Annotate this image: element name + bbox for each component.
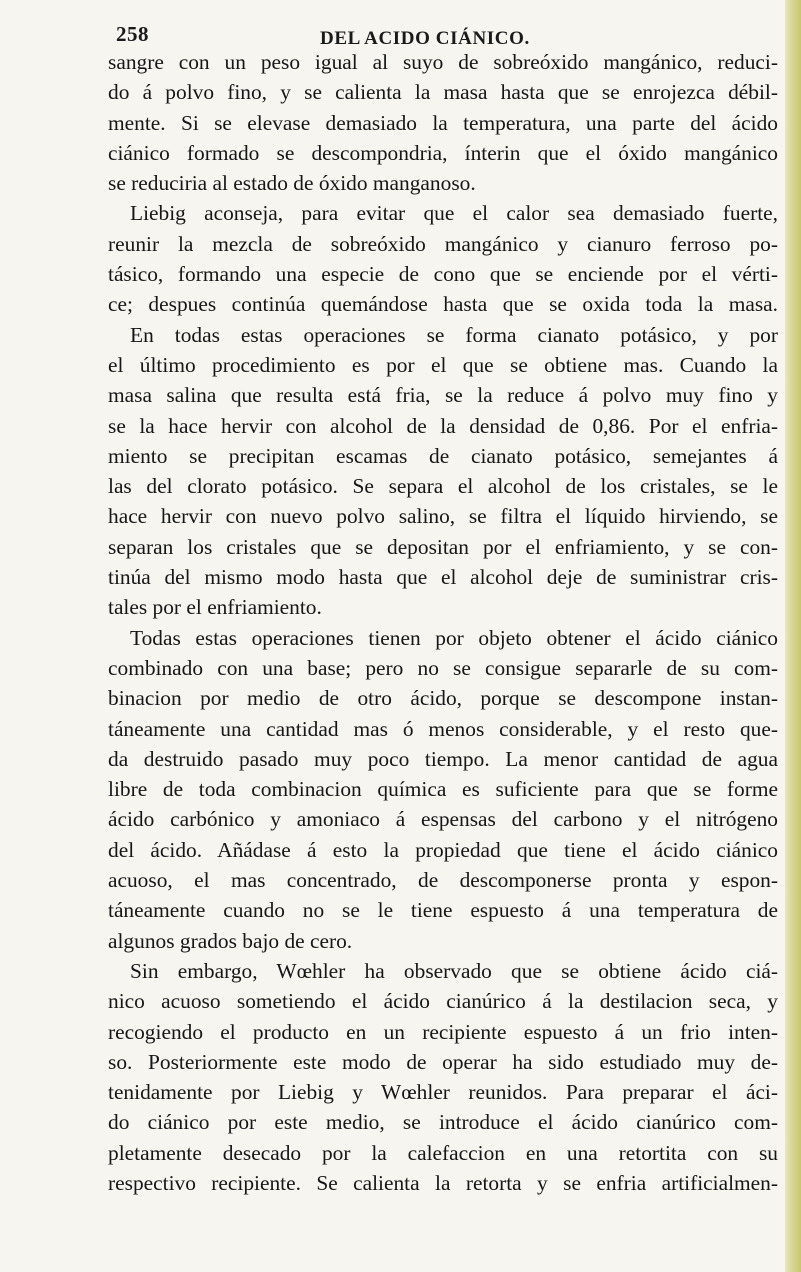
text-line: tásico, formando una especie de cono que se enciende por el vérti- xyxy=(108,262,778,287)
text-line: tenidamente por Liebig y Wœhler reunidos. Para preparar el áci- xyxy=(108,1080,778,1105)
text-line: libre de toda combinacion química es suficiente para que se forme xyxy=(108,777,778,802)
page-number: 258 xyxy=(116,22,149,46)
text-line: tinúa del mismo modo hasta que el alcohol deje de suministrar cris- xyxy=(108,565,778,590)
text-line: masa salina que resulta está fria, se la reduce á polvo muy fino y xyxy=(108,383,778,408)
text-line: En todas estas operaciones se forma cianato potásico, y por xyxy=(130,322,778,347)
text-line: ciánico formado se descompondria, ínterin que el óxido mangánico xyxy=(108,140,778,165)
text-line: táneamente una cantidad mas ó menos considerable, y el resto que- xyxy=(108,716,778,741)
text-line: táneamente cuando no se le tiene espuesto á una temperatura de xyxy=(108,898,778,923)
text-line: se la hace hervir con alcohol de la densidad de 0,86. Por el enfria- xyxy=(108,413,778,438)
running-title: DEL ACIDO CIÁNICO. xyxy=(320,28,530,49)
text-line: algunos grados bajo de cero. xyxy=(108,928,353,953)
text-line: ácido carbónico y amoniaco á espensas del carbono y el nitrógeno xyxy=(108,807,778,832)
text-line: sangre con un peso igual al suyo de sobreóxido mangánico, reduci- xyxy=(108,50,778,74)
text-line: separan los cristales que se depositan por el enfriamiento, y se con- xyxy=(108,534,778,559)
text-line: se reduciria al estado de óxido manganoso. xyxy=(108,171,476,196)
text-line: respectivo recipiente. Se calienta la retorta y se enfria artificialmen- xyxy=(108,1170,778,1195)
text-line: recogiendo el producto en un recipiente espuesto á un frio inten- xyxy=(108,1019,778,1044)
text-line: combinado con una base; pero no se consigue separarle de su com- xyxy=(108,655,778,680)
text-line: las del clorato potásico. Se separa el alcohol de los cristales, se le xyxy=(108,474,778,499)
text-line: ce; despues continúa quemándose hasta que se oxida toda la masa. xyxy=(108,292,778,317)
text-line: Liebig aconseja, para evitar que el calor sea demasiado fuerte, xyxy=(130,201,778,226)
text-line: del ácido. Añádase á esto la propiedad que tiene el ácido ciánico xyxy=(108,837,778,862)
text-line: mente. Si se elevase demasiado la temperatura, una parte del ácido xyxy=(108,110,778,135)
text-line: reunir la mezcla de sobreóxido mangánico y cianuro ferroso po- xyxy=(108,231,778,256)
text-line: Todas estas operaciones tienen por objeto obtener el ácido ciánico xyxy=(130,625,778,650)
text-line: el último procedimiento es por el que se obtiene mas. Cuando la xyxy=(108,352,778,377)
text-line: da destruido pasado muy poco tiempo. La menor cantidad de agua xyxy=(108,746,778,771)
text-line: nico acuoso sometiendo el ácido cianúrico á la destilacion seca, y xyxy=(108,989,778,1014)
text-line: acuoso, el mas concentrado, de descomponerse pronta y espon- xyxy=(108,868,778,893)
text-line: miento se precipitan escamas de cianato potásico, semejantes á xyxy=(108,443,778,468)
text-line: do á polvo fino, y se calienta la masa hasta que se enrojezca débil- xyxy=(108,80,778,105)
text-line: tales por el enfriamiento. xyxy=(108,595,322,620)
text-line: pletamente desecado por la calefaccion en una retortita con su xyxy=(108,1140,778,1165)
text-line: so. Posteriormente este modo de operar ha sido estudiado muy de- xyxy=(108,1049,778,1074)
text-line: Sin embargo, Wœhler ha observado que se obtiene ácido ciá- xyxy=(130,958,778,983)
text-line: binacion por medio de otro ácido, porque se descompone instan- xyxy=(108,686,778,711)
page-edge xyxy=(785,0,801,1272)
text-line: hace hervir con nuevo polvo salino, se filtra el líquido hirviendo, se xyxy=(108,504,778,529)
text-line: do ciánico por este medio, se introduce el ácido cianúrico com- xyxy=(108,1110,778,1135)
body-text xyxy=(108,47,778,1198)
